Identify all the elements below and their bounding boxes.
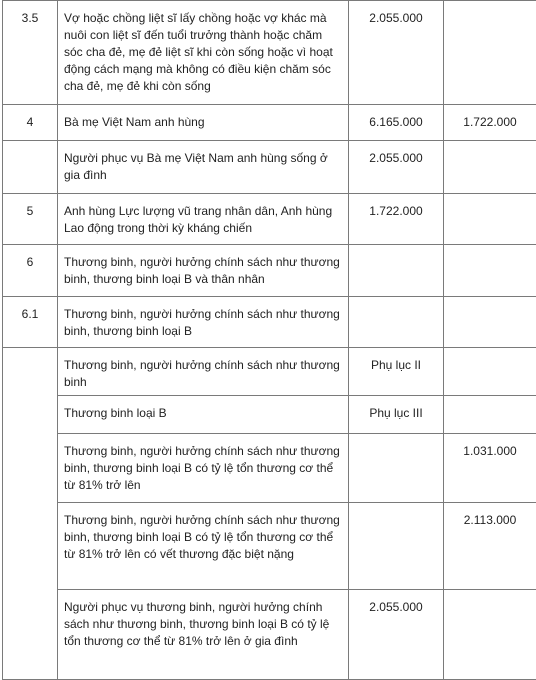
allowance-cell <box>444 245 536 297</box>
allowance-value <box>444 194 536 203</box>
amount-cell <box>349 348 444 396</box>
amount-cell <box>349 245 444 297</box>
row-description: Thương binh, người hưởng chính sách như thương binh <box>58 348 348 391</box>
row-number-cell <box>3 348 58 680</box>
amount-cell <box>349 434 444 503</box>
table-row <box>3 503 536 590</box>
allowance-cell <box>444 141 536 194</box>
allowance-value <box>444 396 536 405</box>
row-number: 4 <box>3 105 57 131</box>
amount-value <box>349 297 443 306</box>
row-number: 3.5 <box>3 1 57 27</box>
row-number-cell <box>3 141 58 194</box>
allowance-cell <box>444 297 536 348</box>
description-cell <box>58 590 349 680</box>
allowance-value <box>444 245 536 254</box>
table-row <box>3 105 536 141</box>
row-number: 6.1 <box>3 297 57 323</box>
amount-cell <box>349 194 444 245</box>
description-cell <box>58 348 349 396</box>
amount-value: Phụ lục II <box>349 348 443 374</box>
amount-value <box>349 434 443 443</box>
description-cell <box>58 141 349 194</box>
amount-cell <box>349 141 444 194</box>
amount-cell <box>349 503 444 590</box>
allowance-value: 1.722.000 <box>444 105 536 131</box>
row-number-cell <box>3 105 58 141</box>
amount-value: 2.055.000 <box>349 590 443 616</box>
amount-value: 2.055.000 <box>349 141 443 167</box>
allowance-value: 1.031.000 <box>444 434 536 460</box>
row-description: Anh hùng Lực lượng vũ trang nhân dân, Anh hùng Lao động trong thời kỳ kháng chiến <box>58 194 348 237</box>
description-cell <box>58 297 349 348</box>
allowance-value <box>444 297 536 306</box>
description-cell <box>58 105 349 141</box>
description-cell <box>58 396 349 434</box>
row-number-cell <box>3 245 58 297</box>
amount-value: 1.722.000 <box>349 194 443 220</box>
allowance-cell <box>444 194 536 245</box>
row-description: Thương binh loại B <box>58 396 348 422</box>
amount-value <box>349 503 443 512</box>
row-description: Người phục vụ Bà mẹ Việt Nam anh hùng sống ở gia đình <box>58 141 348 184</box>
table-row <box>3 245 536 297</box>
description-cell <box>58 434 349 503</box>
amount-cell <box>349 590 444 680</box>
row-number <box>3 348 57 357</box>
table-row <box>3 1 536 105</box>
table-row <box>3 348 536 396</box>
amount-cell <box>349 1 444 105</box>
amount-value <box>349 245 443 254</box>
table-row <box>3 590 536 680</box>
allowance-cell <box>444 396 536 434</box>
row-description: Thương binh, người hưởng chính sách như thương binh, thương binh loại B có tỷ lệ tổn thương cơ thể từ 81% trở lên có vết thương đặc biệt nặng <box>58 503 348 563</box>
row-description: Người phục vụ thương binh, người hưởng chính sách như thương binh, thương binh loại B có tỷ lệ tổn thương cơ thể từ 81% trở lên ở gia đình <box>58 590 348 650</box>
amount-value: 6.165.000 <box>349 105 443 131</box>
table-row <box>3 194 536 245</box>
description-cell <box>58 194 349 245</box>
amount-cell <box>349 105 444 141</box>
allowance-value <box>444 348 536 357</box>
allowance-cell <box>444 434 536 503</box>
amount-cell <box>349 396 444 434</box>
table-row <box>3 297 536 348</box>
table-row <box>3 141 536 194</box>
row-number: 6 <box>3 245 57 271</box>
allowance-cell <box>444 1 536 105</box>
allowance-cell <box>444 105 536 141</box>
row-number-cell <box>3 297 58 348</box>
benefit-table <box>2 0 536 680</box>
allowance-cell <box>444 590 536 680</box>
description-cell <box>58 1 349 105</box>
row-number-cell <box>3 194 58 245</box>
amount-value: Phụ lục III <box>349 396 443 422</box>
table-row <box>3 396 536 434</box>
row-description: Vợ hoặc chồng liệt sĩ lấy chồng hoặc vợ khác mà nuôi con liệt sĩ đến tuổi trưởng thành hoặc chăm sóc cha đẻ, mẹ đẻ liệt sĩ khi còn sống hoặc vì hoạt động cách mạng mà không có điều kiện chăm sóc cha đẻ, mẹ đẻ khi còn sống <box>58 1 348 95</box>
allowance-cell <box>444 503 536 590</box>
description-cell <box>58 503 349 590</box>
allowance-value <box>444 141 536 150</box>
allowance-value: 2.113.000 <box>444 503 536 529</box>
description-cell <box>58 245 349 297</box>
allowance-cell <box>444 348 536 396</box>
row-description: Thương binh, người hưởng chính sách như thương binh, thương binh loại B và thân nhân <box>58 245 348 288</box>
allowance-value <box>444 1 536 10</box>
allowance-value <box>444 590 536 599</box>
row-description: Thương binh, người hưởng chính sách như thương binh, thương binh loại B <box>58 297 348 340</box>
amount-cell <box>349 297 444 348</box>
row-description: Bà mẹ Việt Nam anh hùng <box>58 105 348 131</box>
table-row <box>3 434 536 503</box>
row-number-cell <box>3 1 58 105</box>
amount-value: 2.055.000 <box>349 1 443 27</box>
row-number: 5 <box>3 194 57 220</box>
row-number <box>3 141 57 150</box>
row-description: Thương binh, người hưởng chính sách như thương binh, thương binh loại B có tỷ lệ tổn thương cơ thể từ 81% trở lên <box>58 434 348 494</box>
